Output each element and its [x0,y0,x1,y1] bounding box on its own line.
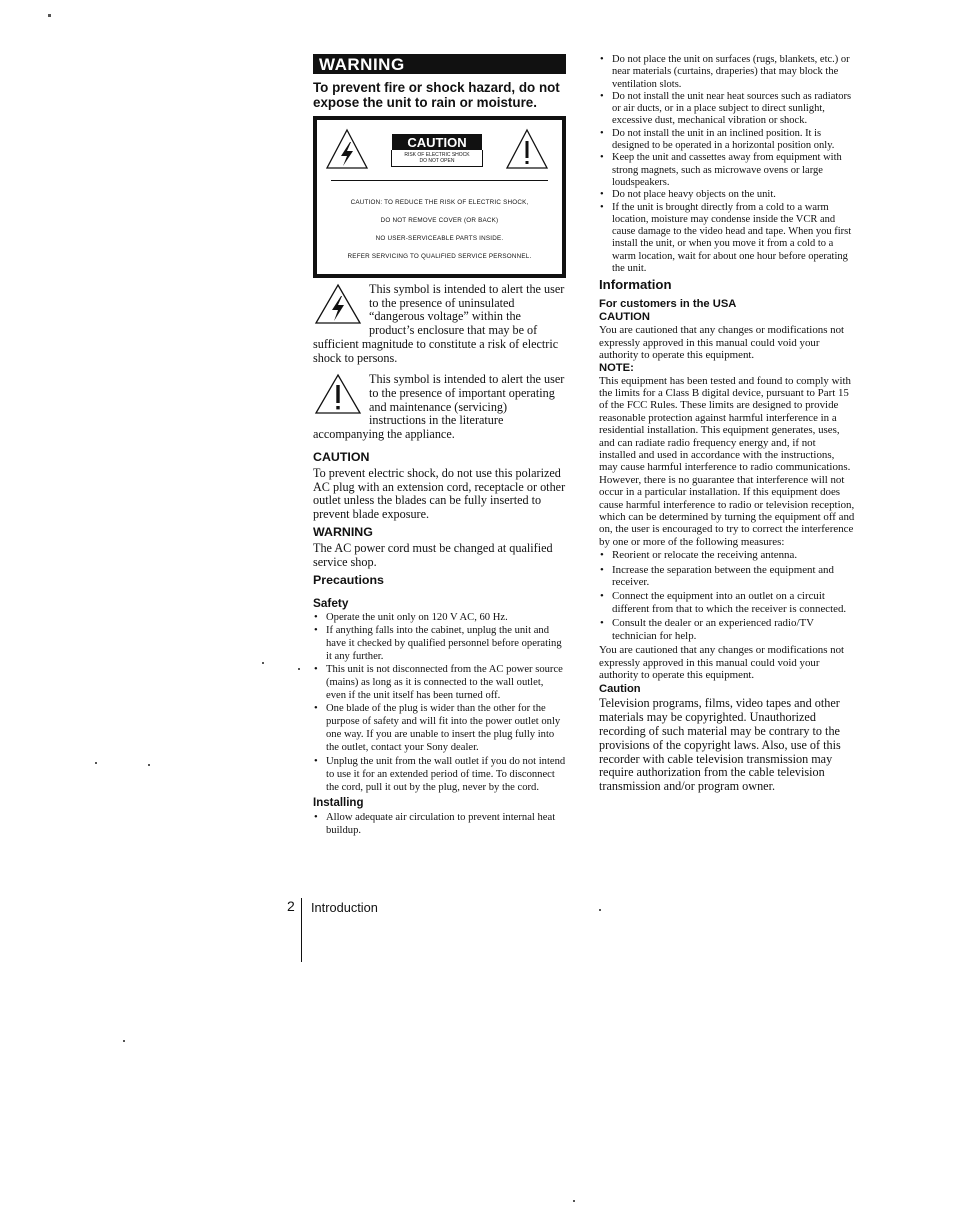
caution-label: CAUTION [392,134,482,150]
symbol2-text: This symbol is intended to alert the user to the presence of important operating and maintenance (servicing) instructions in the literature accompanying the appliance. [313,372,565,442]
list-item: • If anything falls into the cabinet, unplug the unit and have it checked by qualified personnel before operating it any further. [313,624,566,663]
list-item: • Reorient or relocate the receiving antenna. [599,549,855,561]
lead-heading: To prevent fire or shock hazard, do not expose the unit to rain or moisture. [313,80,560,110]
installing-list [313,811,566,837]
list-item: • Do not install the unit in an inclined position. It is designed to be operated in a horizontal position only. [599,128,855,153]
right-column [599,54,855,794]
list-item: • Do not place heavy objects on the unit. [599,189,855,201]
list-item: • Consult the dealer or an experienced radio/TV technician for help. [599,617,855,642]
safety-list [313,611,566,794]
scan-speck [123,1040,125,1042]
symbol1-text: This symbol is intended to alert the user to the presence of uninsulated “dangerous voltage” within the product’s enclosure that may be of sufficient magnitude to constitute a risk of electric shock to persons. [313,282,565,365]
copyright-text: Television programs, films, video tapes and other materials may be copyrighted. Unauthorized recording of such material may be contrary to the provisions of the copyright laws. Also, use of this recorder with cable television transmission may require authorization from the cable television transmission and/or program owner. [599,696,841,794]
caution-sub-line2: DO NOT OPEN [419,158,455,164]
copyright-caution-heading: Caution [599,683,641,696]
caution-text-repeat: You are cautioned that any changes or modifications not expressly approved in this manual could void your authority to operate this equipment. [599,644,845,681]
caution-text-line3: NO USER-SERVICEABLE PARTS INSIDE. [375,235,504,242]
warning-text: The AC power cord must be changed at qualified service shop. [313,540,553,569]
list-item: • Unplug the unit from the wall outlet if you do not intend to use it for an extended period of time. To disconnect the cord, pull it out by the plug, never by the cord. [313,755,566,794]
warning-heading: WARNING [313,524,373,539]
footer-divider [301,898,302,962]
caution-text-line4: REFER SERVICING TO QUALIFIED SERVICE PERSONNEL. [347,253,532,260]
left-column [313,54,566,837]
scan-speck [573,1200,575,1202]
list-item: • Connect the equipment into an outlet on a circuit different from that to which the receiver is connected. [599,590,855,615]
caution-sub-line1: RISK OF ELECTRIC SHOCK [404,152,470,158]
list-item: • Allow adequate air circulation to prevent internal heat buildup. [313,811,566,837]
note-heading: NOTE: [599,361,634,374]
safety-heading: Safety [313,595,349,610]
installing-heading: Installing [313,796,364,809]
page-number: 2 [287,898,295,914]
scan-speck [298,668,300,670]
scan-speck [48,14,51,17]
caution-heading-usa: CAUTION [599,311,650,324]
scan-speck [148,764,150,766]
section-name: Introduction [311,900,378,915]
measures-list [599,549,855,642]
install-continued-list [599,54,855,275]
caution-usa-text: You are cautioned that any changes or modifications not expressly approved in this manual could void your authority to operate this equipment. [599,324,845,362]
scan-speck [262,662,264,664]
customers-usa-heading: For customers in the USA [599,298,737,311]
information-heading: Information [599,277,672,293]
caution-label-center [377,134,497,167]
list-item: • If the unit is brought directly from a cold to a warm location, moisture may condense inside the VCR and cause damage to the video head and tape. When you first install the unit, or when you move it from a cold to a warm location, wait for about one hour before operating the unit. [599,202,855,276]
caution-text-line1: CAUTION: TO REDUCE THE RISK OF ELECTRIC SHOCK, [350,199,529,206]
list-item: • One blade of the plug is wider than the other for the purpose of safety and will fit into the power outlet only one way. If you are unable to insert the plug fully into the outlet, contact your Sony dealer. [313,702,566,754]
list-item: • Increase the separation between the equipment and receiver. [599,564,855,589]
exclamation-warning-icon [505,128,549,170]
list-item: • Do not place the unit on surfaces (rugs, blankets, etc.) or near materials (curtains, draperies) that may block the ventilation slots. [599,54,855,91]
caution-text: To prevent electric shock, do not use this polarized AC plug with an extension cord, receptacle or other outlet unless the blades can be fully inserted to prevent blade exposure. [313,465,566,522]
scan-speck [95,762,97,764]
exclamation-triangle-icon [313,373,363,415]
lightning-warning-icon [325,128,369,170]
warning-banner: WARNING [313,54,566,74]
caution-heading: CAUTION [313,449,370,464]
caution-label-box [313,116,566,278]
lightning-triangle-icon [313,283,363,325]
caution-sub [391,150,483,167]
exclamation-symbol-description [313,373,566,442]
list-item: • Keep the unit and cassettes away from equipment with strong magnets, such as microwave ovens or large loudspeakers. [599,152,855,189]
list-item: • This unit is not disconnected from the AC power source (mains) as long as it is connected to the wall outlet, even if the unit itself has been turned off. [313,663,566,702]
list-item: • Do not install the unit near heat sources such as radiators or air ducts, or in a place subject to direct sunlight, excessive dust, mechanical vibration or shock. [599,91,855,128]
list-item: • Operate the unit only on 120 V AC, 60 Hz. [313,611,566,624]
lightning-symbol-description [313,283,566,365]
scan-speck [599,909,601,911]
precautions-heading: Precautions [313,572,384,587]
divider [331,180,548,181]
caution-text-line2: DO NOT REMOVE COVER (OR BACK) [380,217,499,224]
note-text: This equipment has been tested and found to comply with the limits for a Class B digital device, pursuant to Part 15 of the FCC Rules. These limits are designed to provide reasonable protection against harmful interference in a residential installation. This equipment generates, uses, and can radiate radio frequency energy and, if not installed and used in accordance with the instructions, may cause harmful interference to radio communications. However, there is no guarantee that interference will not occur in a particular installation. If this equipment does cause harmful interference to radio or television reception, which can be determined by turning the equipment off and on, the user is encouraged to try to correct the interference by one or more of the following measures: [599,374,855,548]
